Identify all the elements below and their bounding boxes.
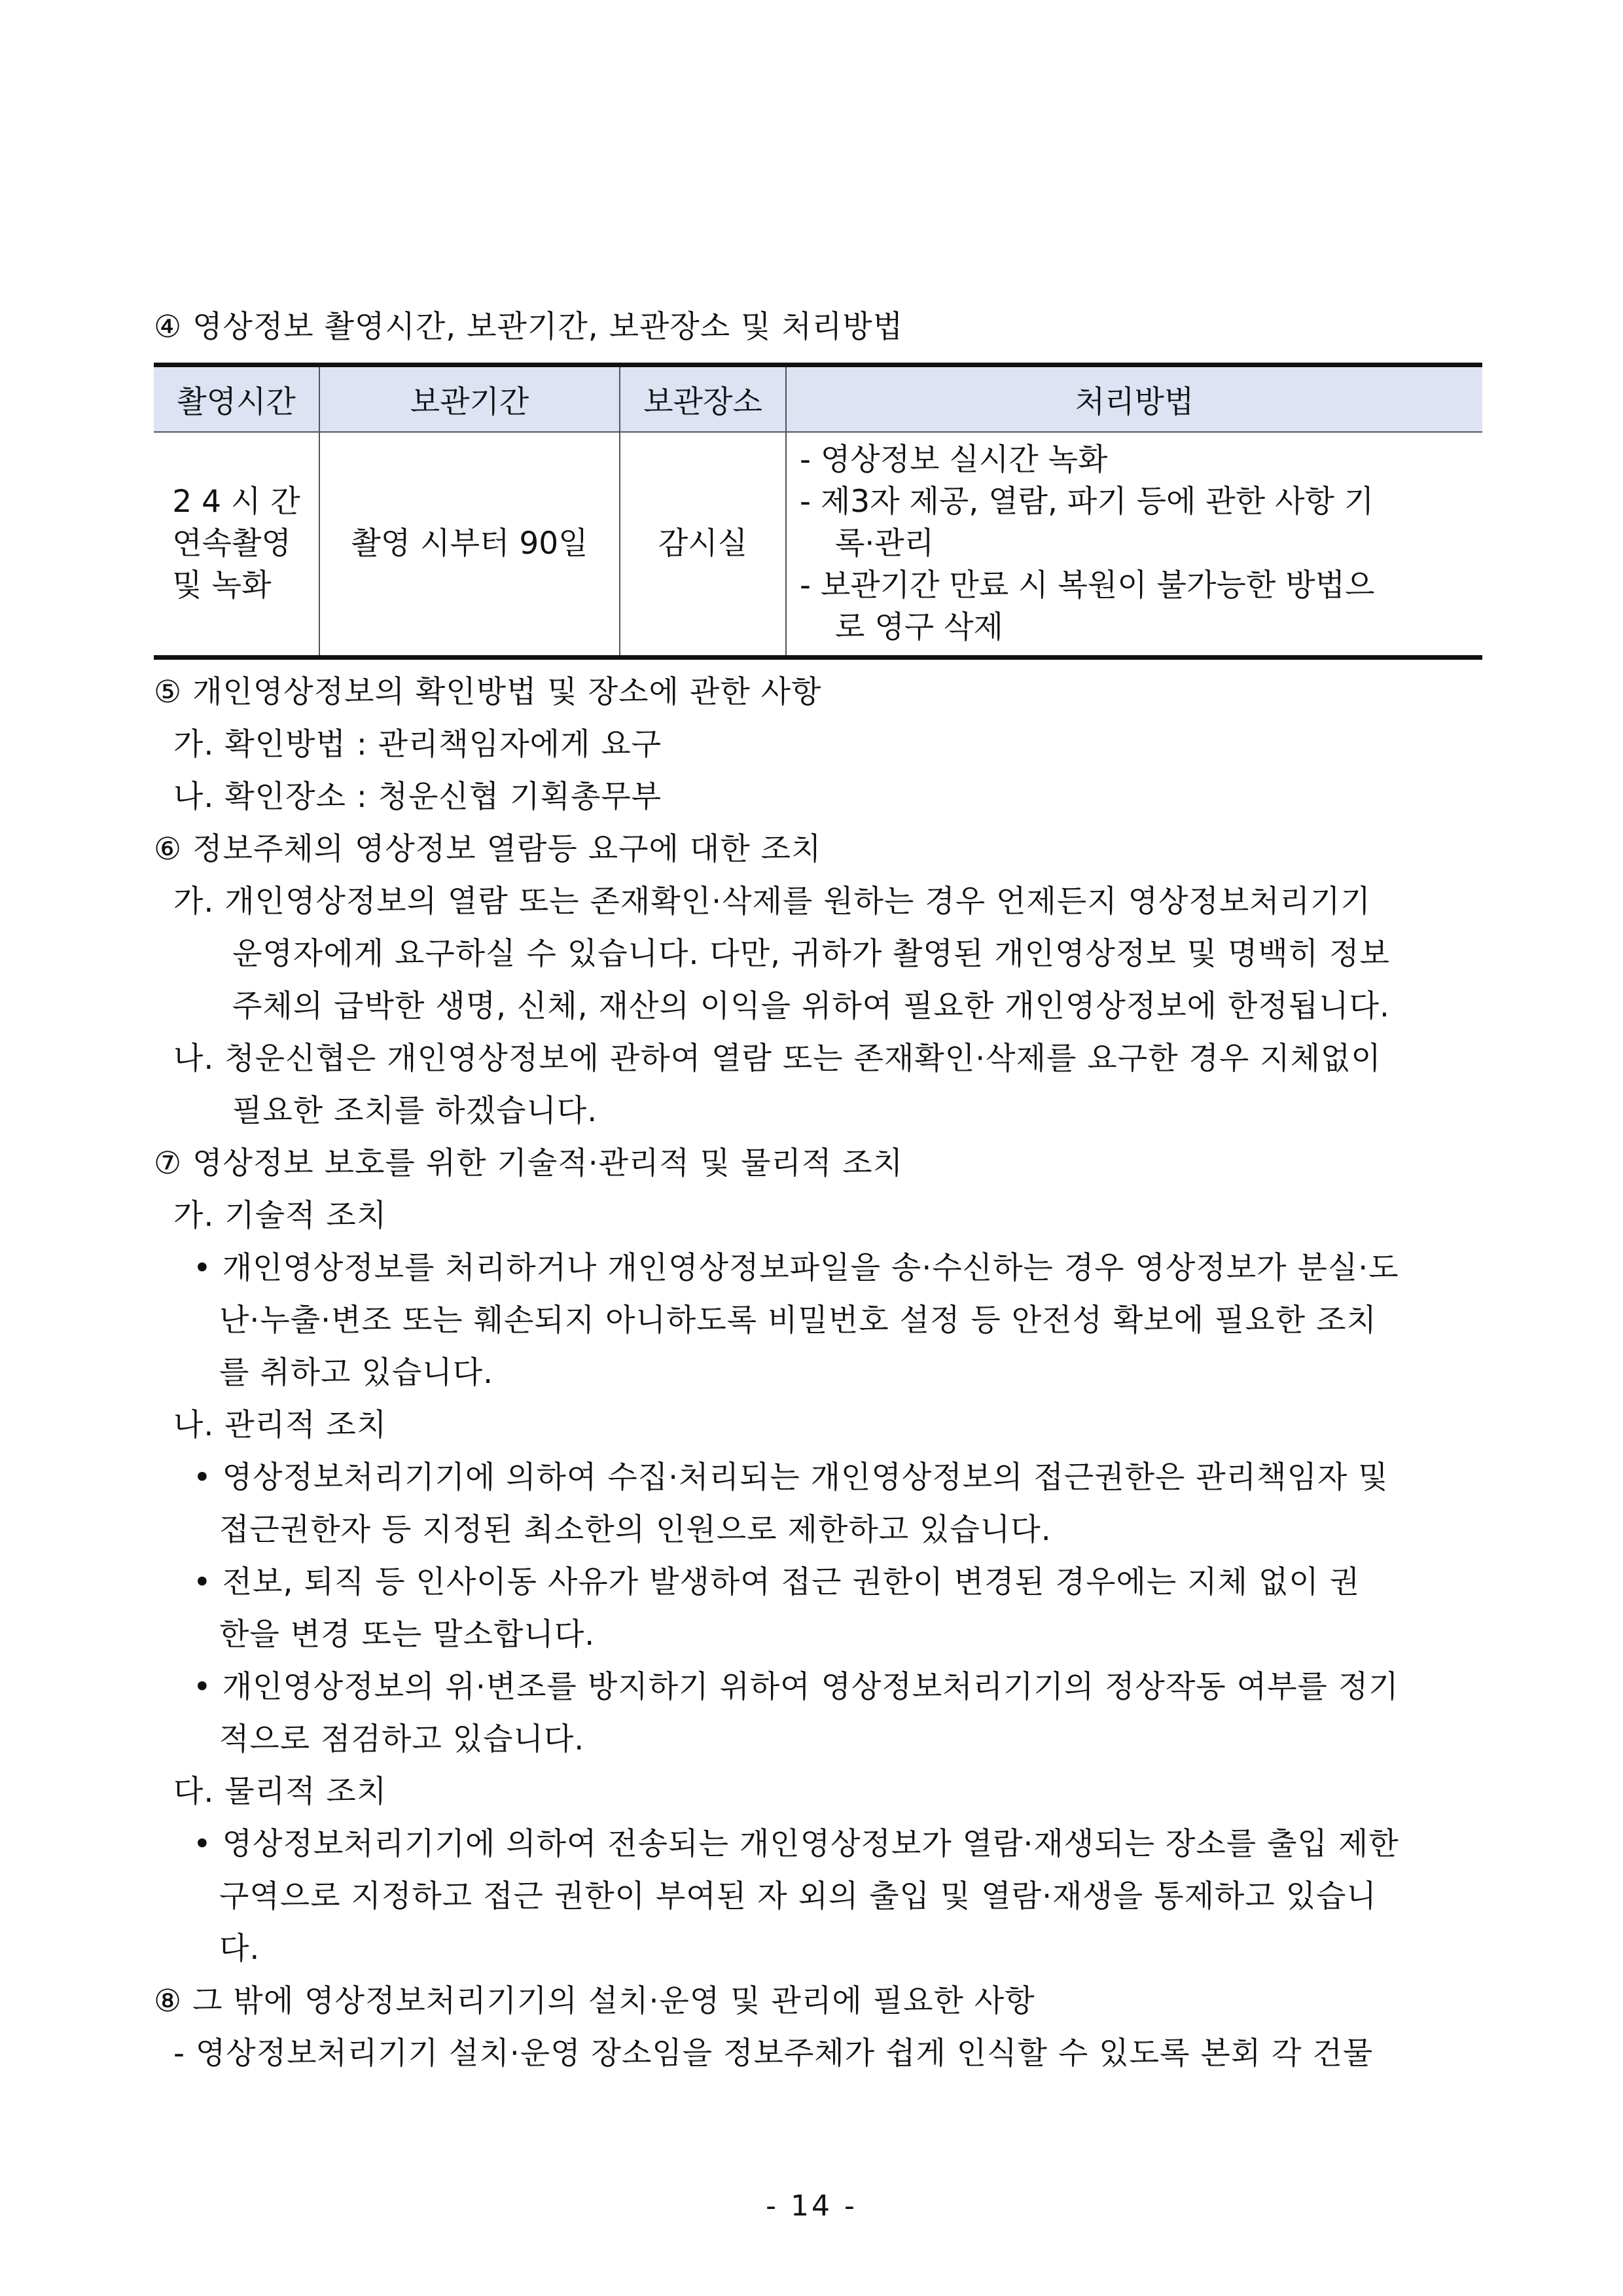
header-retention-period: 보관기간 bbox=[319, 365, 620, 433]
header-processing-method: 처리방법 bbox=[786, 365, 1482, 433]
section6-item-a-line: 주체의 급박한 생명, 신체, 재산의 이익을 위하여 필요한 개인영상정보에 한정됩니다. bbox=[232, 988, 1390, 1024]
technical-bullet-line: • 개인영상정보를 처리하거나 개인영상정보파일을 송·수신하는 경우 영상정보가 분실·도 bbox=[193, 1250, 1399, 1286]
administrative-bullet-line: • 전보, 퇴직 등 인사이동 사유가 발생하여 접근 권한이 변경된 경우에는 지체 없이 권 bbox=[193, 1564, 1361, 1600]
physical-bullet-line: 구역으로 지정하고 접근 권한이 부여된 자 외의 출입 및 열람·재생을 통제하고 있습니 bbox=[219, 1878, 1377, 1914]
section5-item: 가. 확인방법 : 관리책임자에게 요구 bbox=[173, 726, 662, 762]
administrative-bullet-line: 접근권한자 등 지정된 최소한의 인원으로 제한하고 있습니다. bbox=[219, 1512, 1052, 1548]
section6-heading: ⑥ 정보주체의 영상정보 열람등 요구에 대한 조치 bbox=[154, 831, 822, 867]
administrative-measures-title: 나. 관리적 조치 bbox=[173, 1407, 387, 1443]
page-number: - 14 - bbox=[766, 2189, 857, 2223]
cell-storage-location: 감시실 bbox=[620, 432, 786, 658]
cell-retention-period: 촬영 시부터 90일 bbox=[319, 432, 620, 658]
method-line: 로 영구 삭제 bbox=[835, 609, 1003, 645]
document-body bbox=[154, 301, 1482, 2080]
header-storage-location: 보관장소 bbox=[620, 365, 786, 433]
capture-time-line: 및 녹화 bbox=[172, 567, 272, 603]
cctv-info-table bbox=[154, 363, 1482, 660]
header-capture-time: 촬영시간 bbox=[154, 365, 319, 433]
technical-bullet-line: 를 취하고 있습니다. bbox=[219, 1355, 494, 1391]
table-row bbox=[154, 432, 1482, 658]
physical-bullet-line: • 영상정보처리기기에 의하여 전송되는 개인영상정보가 열람·재생되는 장소를 출입 제한 bbox=[193, 1826, 1399, 1862]
method-line: - 보관기간 만료 시 복원이 불가능한 방법으 bbox=[800, 567, 1375, 603]
administrative-bullet-line: • 영상정보처리기기에 의하여 수집·처리되는 개인영상정보의 접근권한은 관리책임자 및 bbox=[193, 1460, 1389, 1496]
method-line: 록·관리 bbox=[835, 526, 935, 562]
table-header-row bbox=[154, 365, 1482, 433]
section6-item-b-line: 필요한 조치를 하겠습니다. bbox=[232, 1093, 598, 1129]
administrative-bullet-line: 한을 변경 또는 말소합니다. bbox=[219, 1617, 596, 1653]
capture-time-line: 연속촬영 bbox=[172, 526, 291, 562]
method-line: - 영상정보 실시간 녹화 bbox=[800, 442, 1108, 478]
administrative-bullet-line: 적으로 점검하고 있습니다. bbox=[219, 1721, 585, 1757]
section6-item-a-line: 운영자에게 요구하실 수 있습니다. 다만, 귀하가 촬영된 개인영상정보 및 명백히 정보 bbox=[232, 936, 1390, 972]
physical-bullet-line: 다. bbox=[219, 1931, 260, 1967]
cell-capture-time bbox=[154, 432, 319, 658]
administrative-bullet-line: • 개인영상정보의 위·변조를 방지하기 위하여 영상정보처리기기의 정상작동 여부를 정기 bbox=[193, 1669, 1399, 1705]
capture-time-line: 2 4 시 간 bbox=[172, 484, 300, 520]
section8-heading: ⑧ 그 밖에 영상정보처리기기의 설치·운영 및 관리에 필요한 사항 bbox=[154, 1983, 1035, 2019]
section8-line: - 영상정보처리기기 설치·운영 장소임을 정보주체가 쉽게 인식할 수 있도록 본회 각 건물 bbox=[173, 2036, 1374, 2072]
section6-item-b-line: 나. 청운신협은 개인영상정보에 관하여 열람 또는 존재확인·삭제를 요구한 경우 지체없이 bbox=[173, 1041, 1382, 1077]
section7-heading: ⑦ 영상정보 보호를 위한 기술적·관리적 및 물리적 조치 bbox=[154, 1145, 904, 1181]
technical-bullet-line: 난·누출·변조 또는 훼손되지 아니하도록 비밀번호 설정 등 안전성 확보에 필요한 조치 bbox=[219, 1302, 1377, 1338]
section4-heading: ④ 영상정보 촬영시간, 보관기간, 보관장소 및 처리방법 bbox=[154, 309, 904, 345]
method-line: - 제3자 제공, 열람, 파기 등에 관한 사항 기 bbox=[800, 484, 1374, 520]
technical-measures-title: 가. 기술적 조치 bbox=[173, 1198, 387, 1234]
section6-item-a-line: 가. 개인영상정보의 열람 또는 존재확인·삭제를 원하는 경우 언제든지 영상정보처리기기 bbox=[173, 884, 1371, 920]
section5-item: 나. 확인장소 : 청운신협 기획총무부 bbox=[173, 779, 662, 815]
section5-heading: ⑤ 개인영상정보의 확인방법 및 장소에 관한 사항 bbox=[154, 674, 822, 710]
cell-processing-method bbox=[786, 432, 1482, 658]
physical-measures-title: 다. 물리적 조치 bbox=[173, 1774, 387, 1810]
